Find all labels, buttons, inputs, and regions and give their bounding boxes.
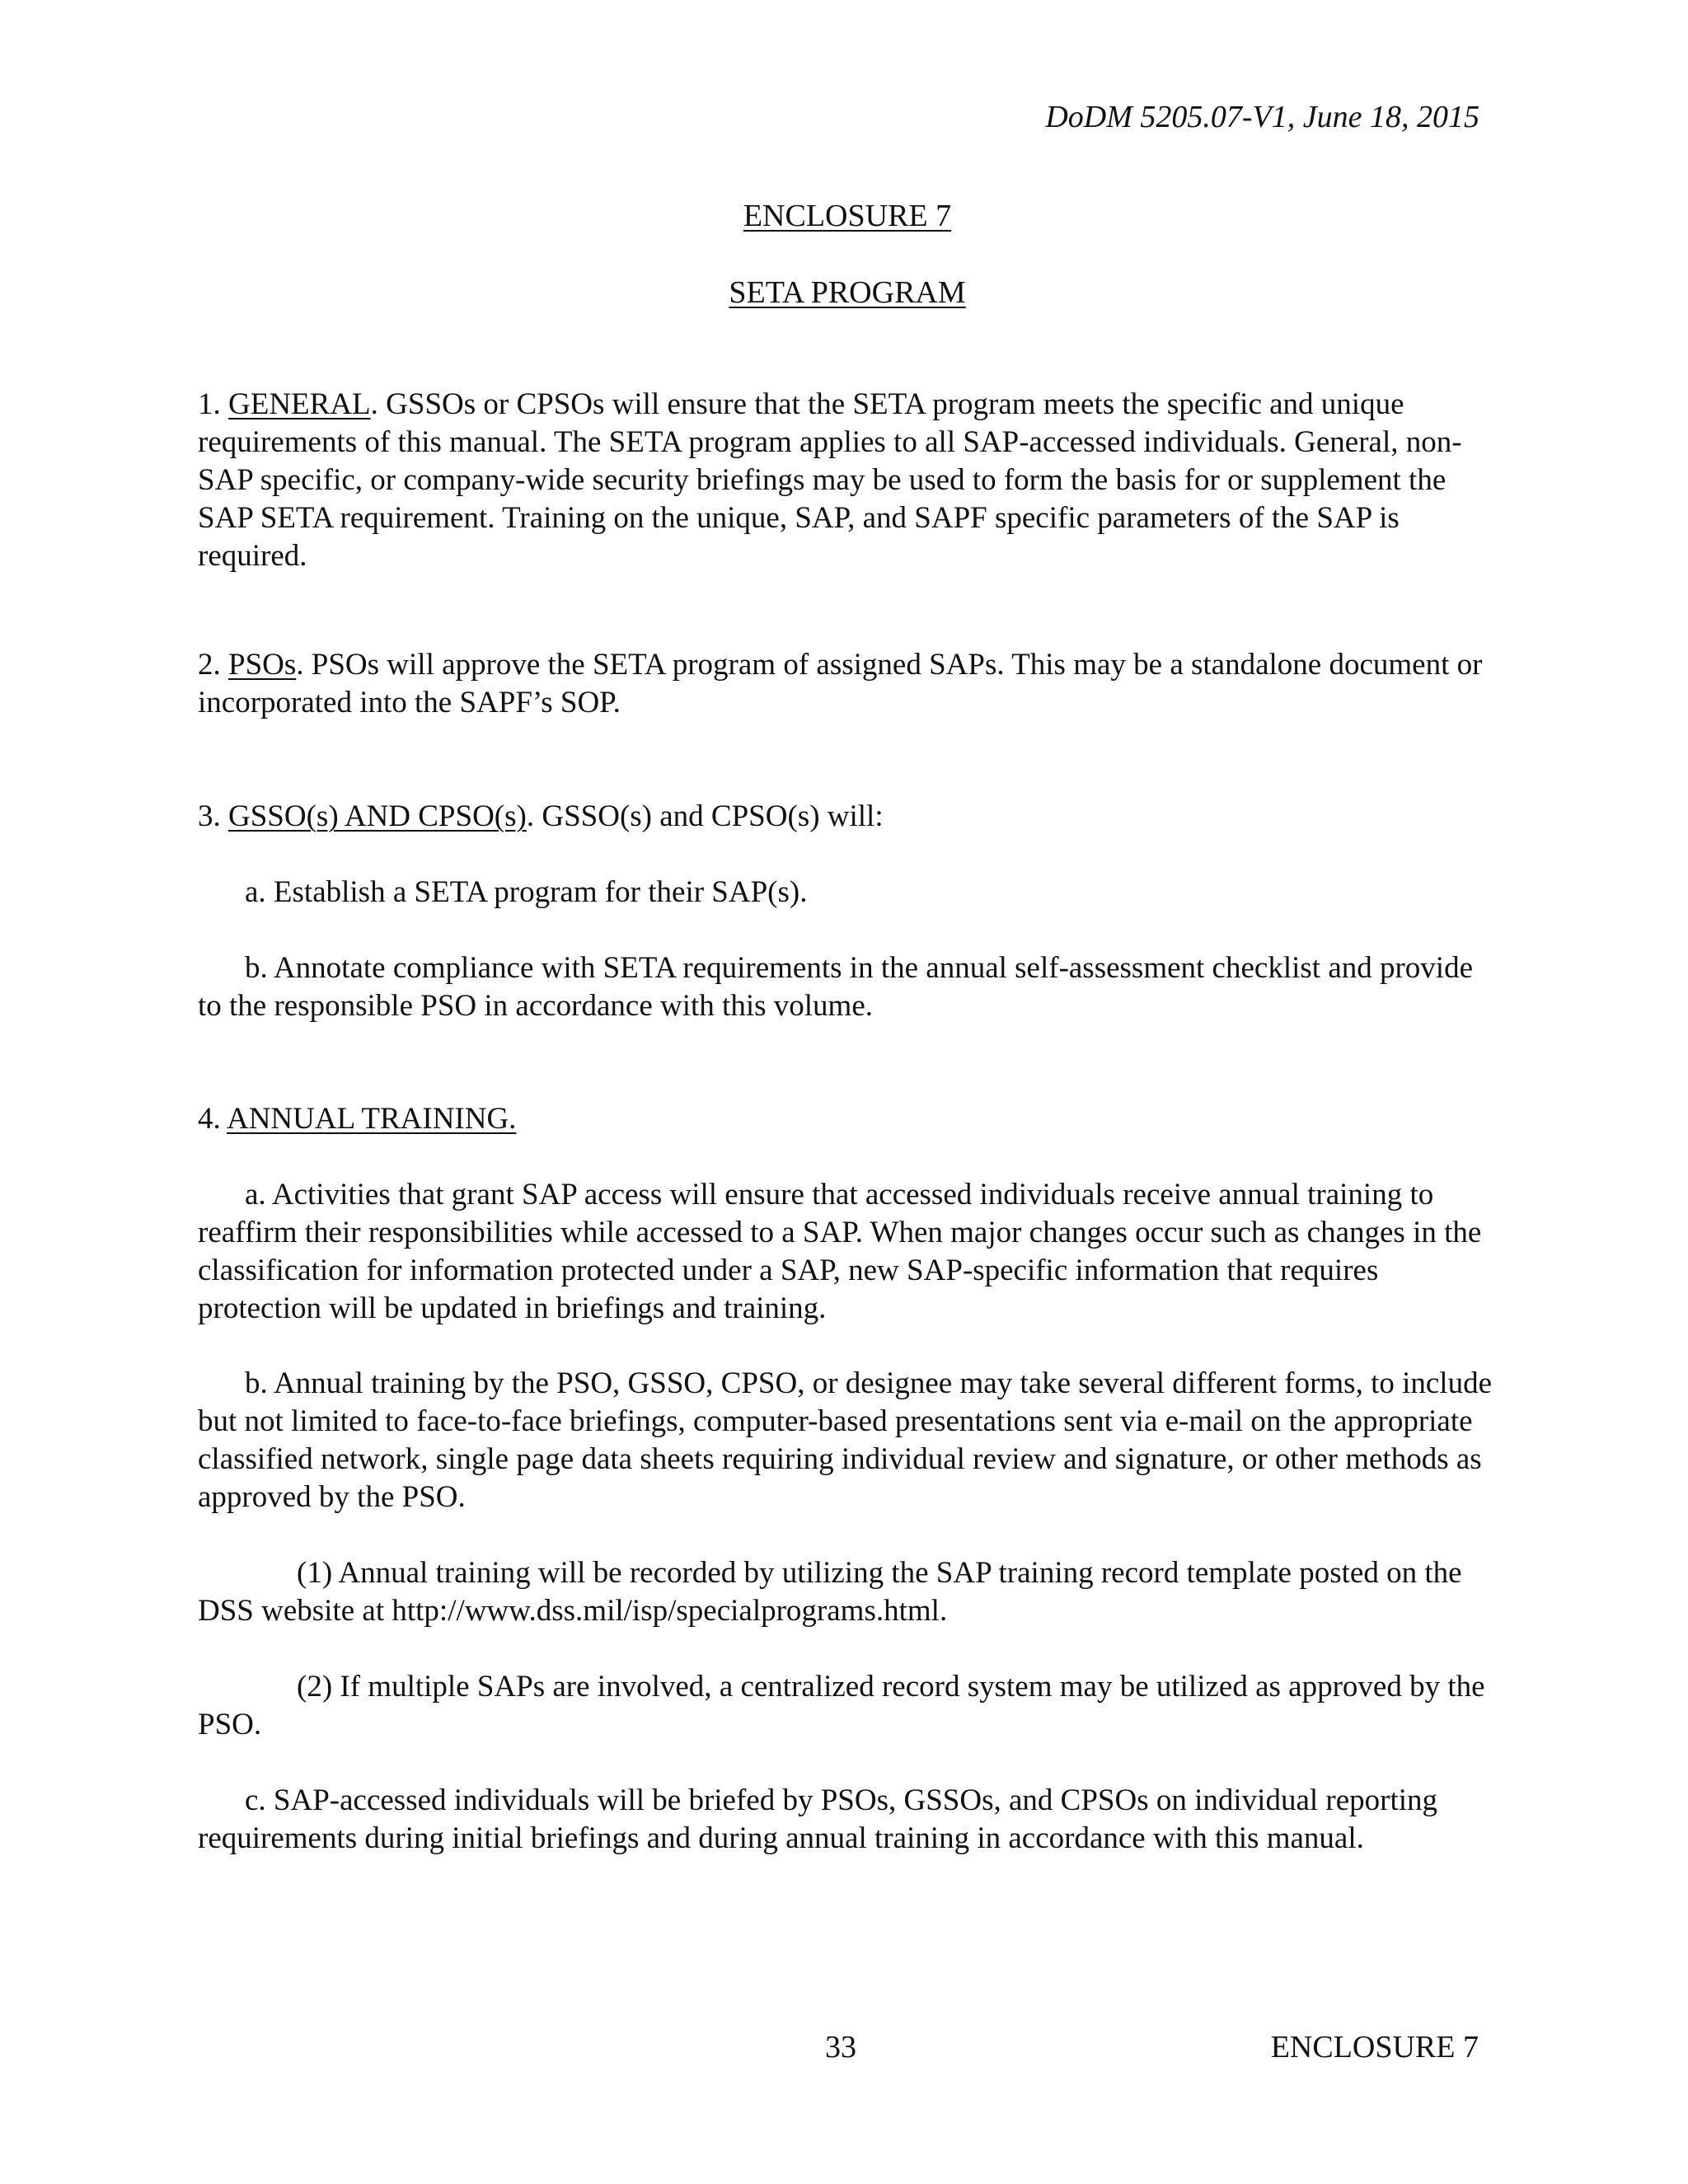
paragraph-4b: b. Annual training by the PSO, GSSO, CPSO, or designee may take several different forms, to include but not limited to face-to-face briefings, computer-based presentations sent via e-mail on the appropriate classified network, single page data sheets requiring individual review and signature, or other methods as approved by the PSO.: [198, 1366, 1493, 1514]
section-psos: [198, 646, 1500, 722]
document-reference-header: DoDM 5205.07-V1, June 18, 2015: [1045, 100, 1479, 134]
section-number: 4.: [198, 1102, 227, 1136]
paragraph-4a: a. Activities that grant SAP access will ensure that accessed individuals receive annual training to reaffirm their responsibilities while accessed to a SAP. When major changes occur such as changes in the classification for information protected under a SAP, new SAP-specific information that requires protection will be updated in briefings and training.: [198, 1178, 1482, 1325]
paragraph-4c: c. SAP-accessed individuals will be briefed by PSOs, GSSOs, and CPSOs on individual reporting requirements during initial briefings and during annual training in accordance with this manual.: [198, 1783, 1438, 1855]
paragraph-4b2: (2) If multiple SAPs are involved, a centralized record system may be utilized as approved by the PSO.: [198, 1670, 1485, 1741]
section-general: [198, 386, 1500, 575]
section-number: 2.: [198, 648, 228, 682]
section-heading: GENERAL: [228, 387, 371, 421]
section-number: 3.: [198, 799, 228, 833]
footer-enclosure-label: ENCLOSURE 7: [1270, 2030, 1479, 2064]
paragraph-4b1: (1) Annual training will be recorded by utilizing the SAP training record template posted on the DSS website at http://www.dss.mil/isp/specialprograms.html.: [198, 1556, 1462, 1628]
section-annual-training: [198, 1100, 1500, 1138]
section-heading: PSOs: [228, 648, 297, 682]
paragraph-3b: b. Annotate compliance with SETA requirements in the annual self-assessment checklist and provide to the responsible PSO in accordance with this volume.: [198, 951, 1474, 1023]
section-gsso-cpso: [198, 798, 1500, 836]
section-heading: GSSO(s) AND CPSO(s): [228, 799, 527, 833]
section-body: . GSSO(s) and CPSO(s) will:: [526, 799, 884, 833]
section-heading: ANNUAL TRAINING.: [226, 1102, 517, 1136]
enclosure-title: ENCLOSURE 7: [743, 199, 952, 233]
page-number: 33: [825, 2030, 856, 2064]
paragraph-3a: a. Establish a SETA program for their SAP(s).: [245, 875, 808, 909]
program-title: SETA PROGRAM: [729, 275, 966, 310]
section-body: . PSOs will approve the SETA program of assigned SAPs. This may be a standalone document or incorporated into the SAPF’s SOP.: [198, 648, 1483, 719]
section-body: . GSSOs or CPSOs will ensure that the SETA program meets the specific and unique requirements of this manual. The SETA program applies to all SAP-accessed individuals. General, non-SAP specific, or company-wide security briefings may be used to form the basis for or supplement the SAP SETA requirement. Training on the unique, SAP, and SAPF specific parameters of the SAP is required.: [198, 387, 1462, 573]
section-number: 1.: [198, 387, 228, 421]
